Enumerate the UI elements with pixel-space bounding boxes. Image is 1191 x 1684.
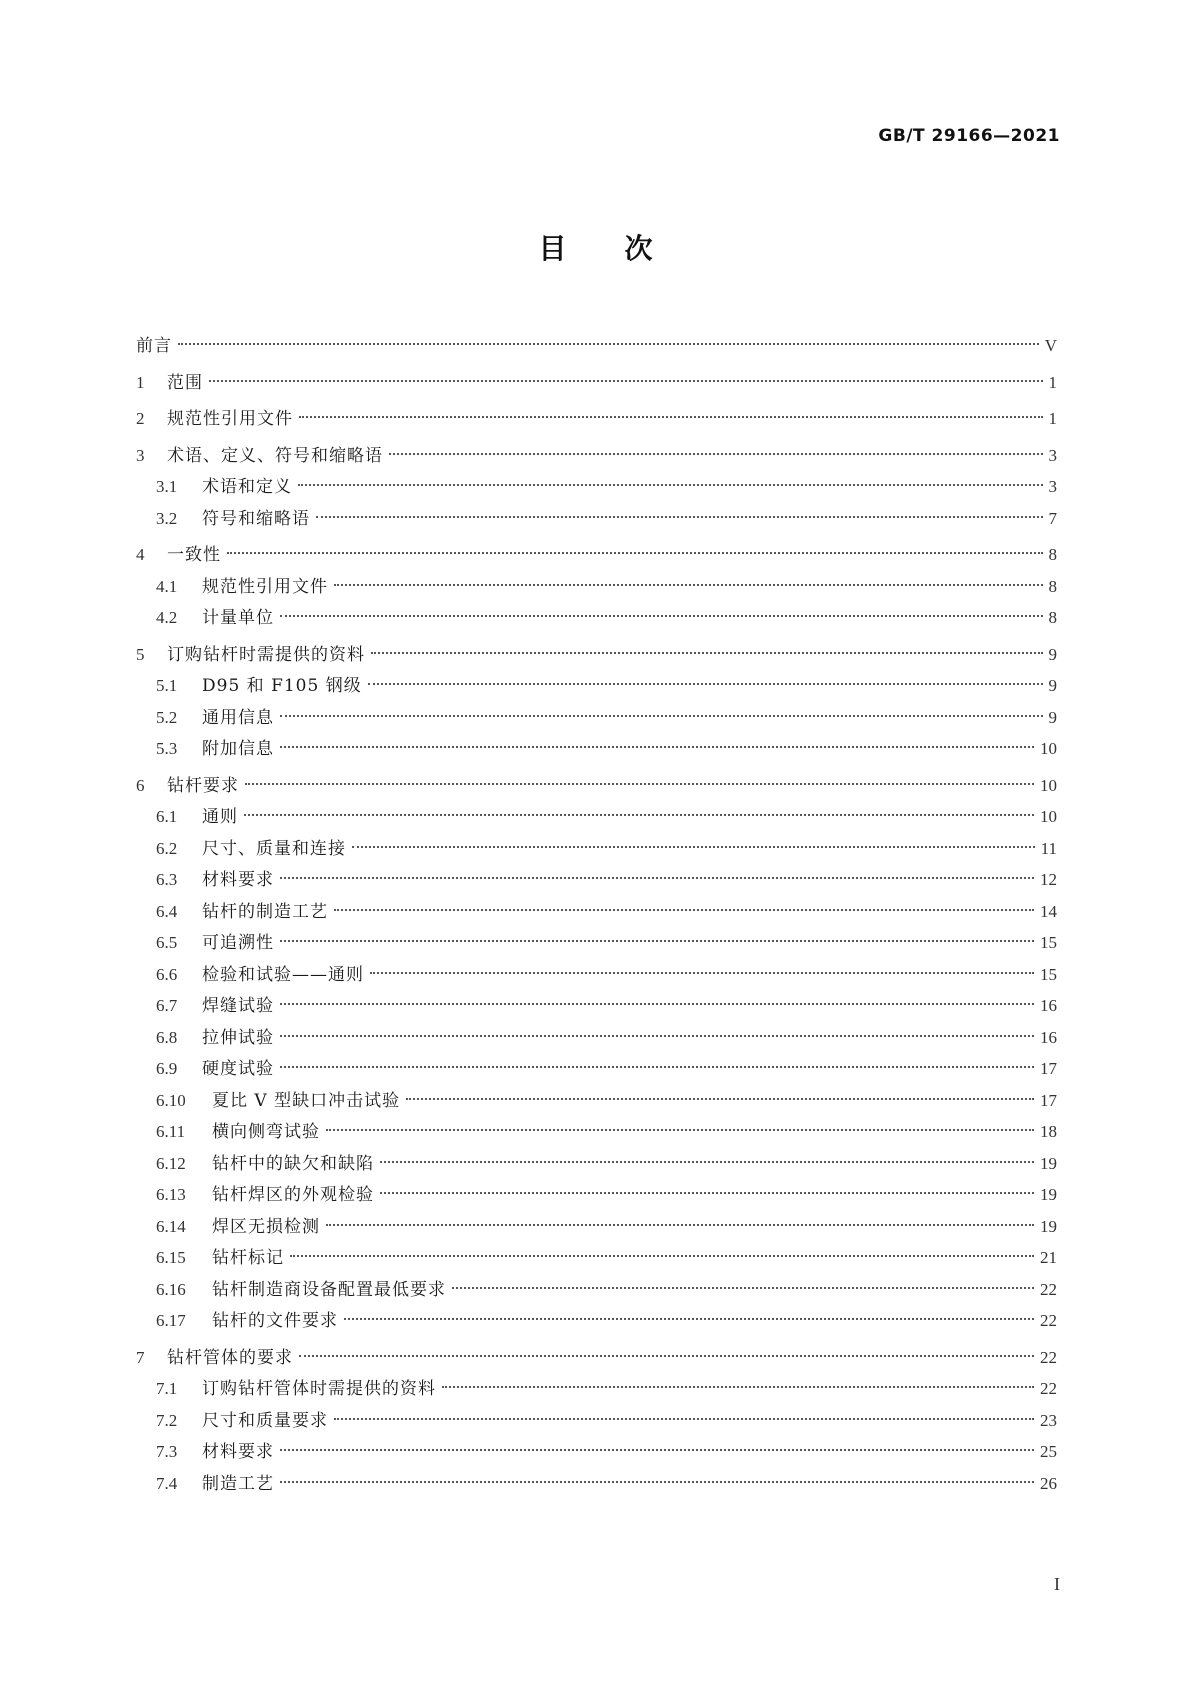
toc-leader-dots bbox=[334, 909, 1034, 911]
toc-entry-number: 6.9 bbox=[156, 1059, 178, 1078]
toc-entry-page: 12 bbox=[1040, 870, 1057, 889]
toc-entry-label: 术语、定义、符号和缩略语 bbox=[167, 445, 383, 466]
toc-entry-page: 3 bbox=[1048, 477, 1057, 496]
toc-entry-label: 术语和定义 bbox=[202, 477, 292, 497]
toc-entry[interactable] bbox=[136, 403, 1057, 435]
toc-entry-number: 6.2 bbox=[156, 838, 178, 858]
toc-entry-number: 7.3 bbox=[156, 1442, 178, 1461]
toc-entry-label: 拉伸试验 bbox=[202, 1027, 274, 1048]
toc-entry-label: 焊缝试验 bbox=[202, 996, 274, 1016]
toc-entry[interactable] bbox=[136, 733, 1057, 765]
toc-entry-label: 钻杆标记 bbox=[212, 1248, 284, 1268]
toc-entry-page: 17 bbox=[1040, 1059, 1057, 1078]
toc-entry-number: 6.5 bbox=[156, 933, 178, 952]
toc-entry-label: 检验和试验——通则 bbox=[202, 964, 364, 985]
toc-entry-label: 材料要求 bbox=[202, 870, 274, 890]
toc-leader-dots bbox=[280, 1066, 1034, 1068]
toc-entry-label: 材料要求 bbox=[202, 1442, 274, 1462]
toc-leader-dots bbox=[280, 715, 1043, 717]
toc-entry-page: 10 bbox=[1040, 739, 1057, 758]
toc-entry-number: 2 bbox=[136, 409, 145, 428]
toc-entry-number: 6.8 bbox=[156, 1027, 178, 1047]
toc-leader-dots bbox=[370, 972, 1034, 974]
standard-number: GB/T 29166—2021 bbox=[878, 126, 1060, 146]
toc-entry-label: 前言 bbox=[136, 336, 172, 356]
toc-entry[interactable] bbox=[136, 927, 1057, 959]
toc-entry[interactable] bbox=[136, 959, 1057, 991]
toc-entry-number: 6.13 bbox=[156, 1185, 186, 1204]
toc-entry-label: 通则 bbox=[202, 807, 238, 827]
toc-leader-dots bbox=[280, 940, 1034, 942]
toc-entry-number: 6.11 bbox=[156, 1122, 186, 1141]
toc-entry[interactable] bbox=[136, 990, 1057, 1022]
toc-entry-label: D95 和 F105 钢级 bbox=[202, 676, 362, 696]
toc-leader-dots bbox=[316, 516, 1043, 518]
toc-entry-number: 1 bbox=[136, 372, 145, 392]
toc-entry-page: 19 bbox=[1040, 1216, 1057, 1236]
toc-entry-number: 4.2 bbox=[156, 608, 178, 627]
toc-leader-dots bbox=[245, 783, 1034, 785]
toc-entry[interactable] bbox=[136, 1405, 1057, 1437]
toc-entry-number: 5.3 bbox=[156, 739, 178, 758]
toc-entry-page: 18 bbox=[1040, 1122, 1057, 1141]
toc-entry-page: 1 bbox=[1048, 409, 1057, 428]
toc-leader-dots bbox=[299, 1355, 1034, 1357]
toc-leader-dots bbox=[334, 584, 1043, 586]
toc-entry[interactable] bbox=[136, 571, 1057, 603]
toc-leader-dots bbox=[406, 1098, 1034, 1100]
toc-entry-page: 17 bbox=[1040, 1090, 1057, 1110]
toc-entry-number: 6.4 bbox=[156, 901, 178, 921]
toc-leader-dots bbox=[344, 1318, 1034, 1320]
toc-entry-label: 钻杆制造商设备配置最低要求 bbox=[212, 1279, 446, 1300]
toc-entry[interactable] bbox=[136, 1053, 1057, 1085]
toc-entry-page: 14 bbox=[1040, 901, 1057, 921]
toc-entry-label: 可追溯性 bbox=[202, 933, 274, 953]
toc-leader-dots bbox=[389, 453, 1043, 455]
page-title: 目次 bbox=[538, 232, 711, 265]
toc-entry-page: 10 bbox=[1040, 775, 1057, 795]
toc-entry-label: 钻杆中的缺欠和缺陷 bbox=[212, 1153, 374, 1174]
toc-entry-label: 规范性引用文件 bbox=[167, 409, 293, 429]
toc-entry-page: 8 bbox=[1048, 576, 1057, 596]
toc-leader-dots bbox=[334, 1418, 1034, 1420]
toc-entry[interactable] bbox=[136, 471, 1057, 503]
toc-entry-label: 钻杆的制造工艺 bbox=[202, 901, 328, 922]
toc-entry-label: 附加信息 bbox=[202, 739, 274, 759]
toc-leader-dots bbox=[280, 746, 1034, 748]
toc-entry-label: 符号和缩略语 bbox=[202, 508, 310, 529]
toc-entry-label: 夏比 V 型缺口冲击试验 bbox=[212, 1090, 401, 1111]
toc-entry-number: 5.2 bbox=[156, 707, 178, 727]
toc-entry-label: 横向侧弯试验 bbox=[212, 1122, 320, 1142]
toc-entry-page: 9 bbox=[1048, 707, 1057, 727]
toc-leader-dots bbox=[326, 1224, 1034, 1226]
toc-leader-dots bbox=[178, 343, 1039, 345]
toc-entry-number: 6.1 bbox=[156, 807, 178, 826]
toc-entry-label: 尺寸、质量和连接 bbox=[202, 838, 346, 859]
toc-leader-dots bbox=[299, 416, 1043, 418]
toc-entry[interactable] bbox=[136, 539, 1057, 571]
toc-leader-dots bbox=[280, 1449, 1034, 1451]
toc-entry[interactable] bbox=[136, 1148, 1057, 1180]
toc-entry-page: 9 bbox=[1048, 644, 1057, 664]
toc-entry-number: 7.4 bbox=[156, 1473, 178, 1493]
toc-entry-page: V bbox=[1044, 336, 1057, 355]
toc-entry-page: 26 bbox=[1040, 1473, 1057, 1493]
toc-entry[interactable] bbox=[136, 896, 1057, 928]
toc-entry[interactable] bbox=[136, 670, 1057, 702]
toc-entry-number: 6.6 bbox=[156, 964, 178, 984]
toc-entry-page: 19 bbox=[1040, 1153, 1057, 1173]
toc-entry-number: 7 bbox=[136, 1347, 145, 1367]
toc-entry-label: 范围 bbox=[167, 372, 203, 393]
toc-entry-page: 1 bbox=[1048, 372, 1057, 392]
toc-entry-label: 硬度试验 bbox=[202, 1059, 274, 1079]
toc-entry[interactable] bbox=[136, 1373, 1057, 1405]
toc-entry[interactable] bbox=[136, 1305, 1057, 1337]
toc-entry-label: 规范性引用文件 bbox=[202, 576, 328, 597]
toc-leader-dots bbox=[326, 1129, 1034, 1131]
toc-entry-number: 3.1 bbox=[156, 477, 178, 496]
toc-leader-dots bbox=[227, 552, 1043, 554]
toc-entry-number: 6.3 bbox=[156, 870, 178, 889]
toc-entry-number: 3.2 bbox=[156, 508, 178, 528]
toc-entry[interactable] bbox=[136, 503, 1057, 535]
toc-entry-page: 22 bbox=[1040, 1279, 1057, 1299]
toc-entry-number: 5.1 bbox=[156, 676, 178, 695]
toc-entry-number: 7.2 bbox=[156, 1410, 178, 1430]
toc-entry-page: 25 bbox=[1040, 1442, 1057, 1461]
toc-leader-dots bbox=[290, 1255, 1034, 1257]
toc-entry[interactable] bbox=[136, 1179, 1057, 1211]
toc-entry-number: 6.14 bbox=[156, 1216, 186, 1236]
toc-leader-dots bbox=[380, 1161, 1034, 1163]
toc-entry-label: 尺寸和质量要求 bbox=[202, 1410, 328, 1431]
toc-entry[interactable] bbox=[136, 1342, 1057, 1374]
toc-leader-dots bbox=[380, 1192, 1034, 1194]
toc-entry-page: 9 bbox=[1048, 676, 1057, 695]
toc-leader-dots bbox=[244, 814, 1034, 816]
page-number: I bbox=[1054, 1574, 1060, 1594]
toc-entry-number: 6.7 bbox=[156, 996, 178, 1015]
toc-entry-page: 19 bbox=[1040, 1185, 1057, 1204]
toc-entry[interactable] bbox=[136, 833, 1057, 865]
toc-entry[interactable] bbox=[136, 1116, 1057, 1148]
toc-leader-dots bbox=[280, 1035, 1034, 1037]
table-of-contents bbox=[136, 330, 1057, 1499]
toc-entry-page: 22 bbox=[1040, 1347, 1057, 1367]
toc-entry[interactable] bbox=[136, 1085, 1057, 1117]
toc-entry[interactable] bbox=[136, 1274, 1057, 1306]
toc-entry-page: 15 bbox=[1040, 964, 1057, 984]
toc-entry[interactable] bbox=[136, 864, 1057, 896]
toc-leader-dots bbox=[371, 652, 1043, 654]
toc-leader-dots bbox=[452, 1287, 1034, 1289]
toc-entry-number: 4.1 bbox=[156, 576, 178, 596]
toc-entry-page: 21 bbox=[1040, 1248, 1057, 1267]
toc-leader-dots bbox=[442, 1386, 1034, 1388]
toc-entry[interactable] bbox=[136, 770, 1057, 802]
toc-leader-dots bbox=[280, 1003, 1034, 1005]
toc-entry-label: 订购钻杆管体时需提供的资料 bbox=[202, 1379, 436, 1399]
toc-entry-number: 6 bbox=[136, 775, 145, 795]
toc-entry-label: 计量单位 bbox=[202, 608, 274, 628]
toc-entry[interactable] bbox=[136, 330, 1057, 362]
toc-entry-page: 22 bbox=[1040, 1311, 1057, 1330]
toc-leader-dots bbox=[280, 615, 1043, 617]
toc-leader-dots bbox=[280, 877, 1034, 879]
toc-entry-page: 8 bbox=[1048, 545, 1057, 564]
toc-leader-dots bbox=[352, 846, 1035, 848]
toc-entry-label: 焊区无损检测 bbox=[212, 1216, 320, 1237]
toc-entry-page: 8 bbox=[1048, 608, 1057, 627]
toc-entry[interactable] bbox=[136, 801, 1057, 833]
toc-entry-number: 5 bbox=[136, 644, 145, 664]
toc-entry-label: 钻杆要求 bbox=[167, 775, 239, 796]
toc-entry[interactable] bbox=[136, 702, 1057, 734]
toc-entry-number: 3 bbox=[136, 445, 145, 465]
toc-leader-dots bbox=[368, 683, 1043, 685]
toc-entry-label: 钻杆的文件要求 bbox=[212, 1311, 338, 1331]
toc-entry[interactable] bbox=[136, 639, 1057, 671]
toc-leader-dots bbox=[209, 380, 1043, 382]
toc-entry-page: 7 bbox=[1048, 508, 1057, 528]
toc-entry-page: 22 bbox=[1040, 1379, 1057, 1398]
toc-entry[interactable] bbox=[136, 1436, 1057, 1468]
toc-entry-page: 10 bbox=[1040, 807, 1057, 826]
toc-entry[interactable] bbox=[136, 440, 1057, 472]
toc-entry-number: 4 bbox=[136, 545, 145, 564]
toc-entry-page: 16 bbox=[1040, 996, 1057, 1015]
toc-entry-label: 钻杆焊区的外观检验 bbox=[212, 1185, 374, 1205]
toc-entry[interactable] bbox=[136, 1211, 1057, 1243]
toc-entry-number: 6.17 bbox=[156, 1311, 186, 1330]
toc-entry[interactable] bbox=[136, 1022, 1057, 1054]
toc-entry[interactable] bbox=[136, 602, 1057, 634]
toc-entry-number: 6.12 bbox=[156, 1153, 186, 1173]
toc-entry[interactable] bbox=[136, 367, 1057, 399]
toc-entry-label: 钻杆管体的要求 bbox=[167, 1347, 293, 1368]
toc-entry-number: 6.10 bbox=[156, 1090, 186, 1110]
toc-entry-label: 制造工艺 bbox=[202, 1473, 274, 1494]
toc-entry-page: 3 bbox=[1048, 445, 1057, 465]
toc-entry-page: 23 bbox=[1040, 1410, 1057, 1430]
toc-leader-dots bbox=[298, 484, 1043, 486]
toc-entry[interactable] bbox=[136, 1468, 1057, 1500]
toc-entry-number: 6.15 bbox=[156, 1248, 186, 1267]
toc-entry-number: 6.16 bbox=[156, 1279, 186, 1299]
toc-entry-page: 15 bbox=[1040, 933, 1057, 952]
toc-entry-page: 11 bbox=[1040, 838, 1057, 858]
toc-entry-label: 一致性 bbox=[167, 545, 221, 565]
toc-entry-number: 7.1 bbox=[156, 1379, 178, 1398]
toc-leader-dots bbox=[280, 1481, 1034, 1483]
toc-entry-label: 订购钻杆时需提供的资料 bbox=[167, 644, 365, 665]
toc-entry-label: 通用信息 bbox=[202, 707, 274, 728]
toc-entry[interactable] bbox=[136, 1242, 1057, 1274]
toc-entry-page: 16 bbox=[1040, 1027, 1057, 1047]
